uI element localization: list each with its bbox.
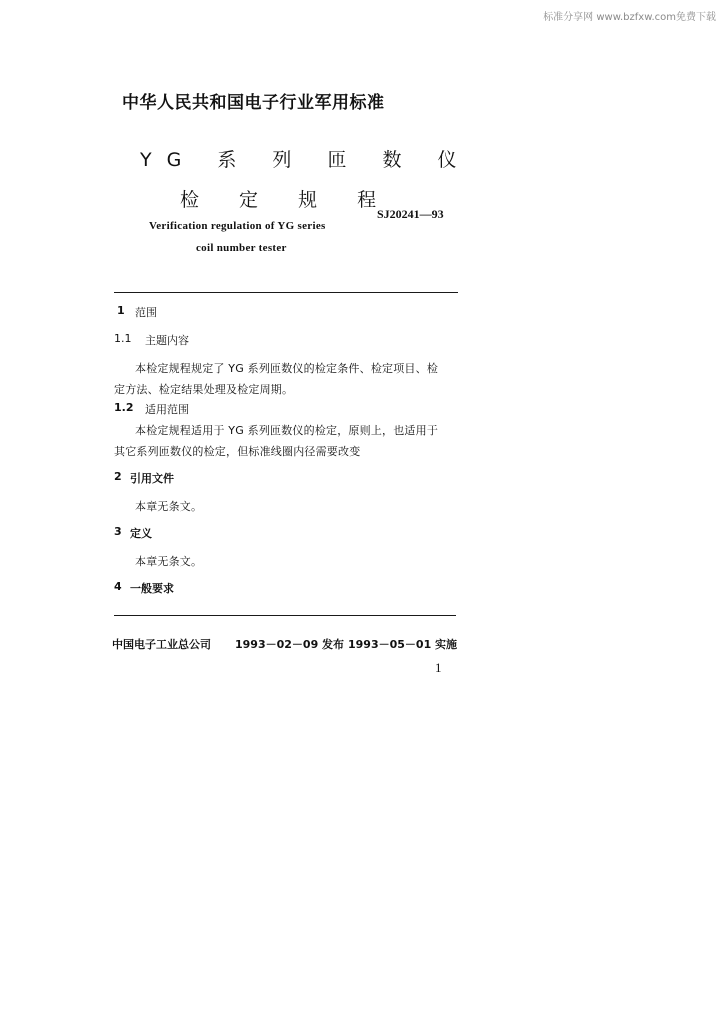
section-1-title: 范围: [135, 306, 157, 319]
section-1-1-number: 1.1: [114, 332, 132, 345]
section-1-1-paragraph-line2: 定方法、检定结果处理及检定周期。: [114, 383, 294, 396]
section-1-1-title: 主题内容: [145, 334, 189, 347]
page-number: 1: [435, 660, 442, 675]
english-title-line2: coil number tester: [196, 242, 287, 254]
document-title-line1: YG 系 列 匝 数 仪: [140, 149, 472, 171]
section-1-1-paragraph-line1: 本检定规程规定了 YG 系列匝数仪的检定条件、检定项目、检: [135, 362, 439, 375]
section-3-number: 3: [114, 525, 122, 538]
section-3-title: 定义: [130, 527, 152, 540]
section-2-title: 引用文件: [130, 472, 174, 485]
section-1-number: 1: [117, 304, 125, 317]
section-3-body: 本章无条文。: [135, 555, 203, 568]
top-divider: [114, 292, 458, 293]
bottom-divider: [114, 615, 456, 616]
section-1-2-number: 1.2: [114, 401, 134, 414]
section-2-body: 本章无条文。: [135, 500, 203, 513]
watermark-text: 标准分享网 www.bzfxw.com免费下载: [543, 12, 716, 23]
standard-code: SJ20241—93: [377, 207, 444, 221]
document-title-line2: 检 定 规 程: [180, 189, 394, 211]
effective-date: 1993－05－01 实施: [348, 638, 458, 651]
section-1-2-title: 适用范围: [145, 403, 189, 416]
section-2-number: 2: [114, 470, 122, 483]
section-1-2-paragraph-line2: 其它系列匝数仪的检定，但标准线圈内径需要改变: [114, 445, 361, 458]
section-4-number: 4: [114, 580, 122, 593]
section-4-title: 一般要求: [130, 582, 174, 595]
english-title-line1: Verification regulation of YG series: [149, 220, 326, 232]
section-1-2-paragraph-line1: 本检定规程适用于 YG 系列匝数仪的检定，原则上，也适用于: [135, 424, 439, 437]
standard-type-heading: 中华人民共和国电子行业军用标准: [122, 93, 385, 113]
issue-date: 1993－02－09 发布: [235, 638, 345, 651]
issuing-organization: 中国电子工业总公司: [112, 638, 211, 651]
